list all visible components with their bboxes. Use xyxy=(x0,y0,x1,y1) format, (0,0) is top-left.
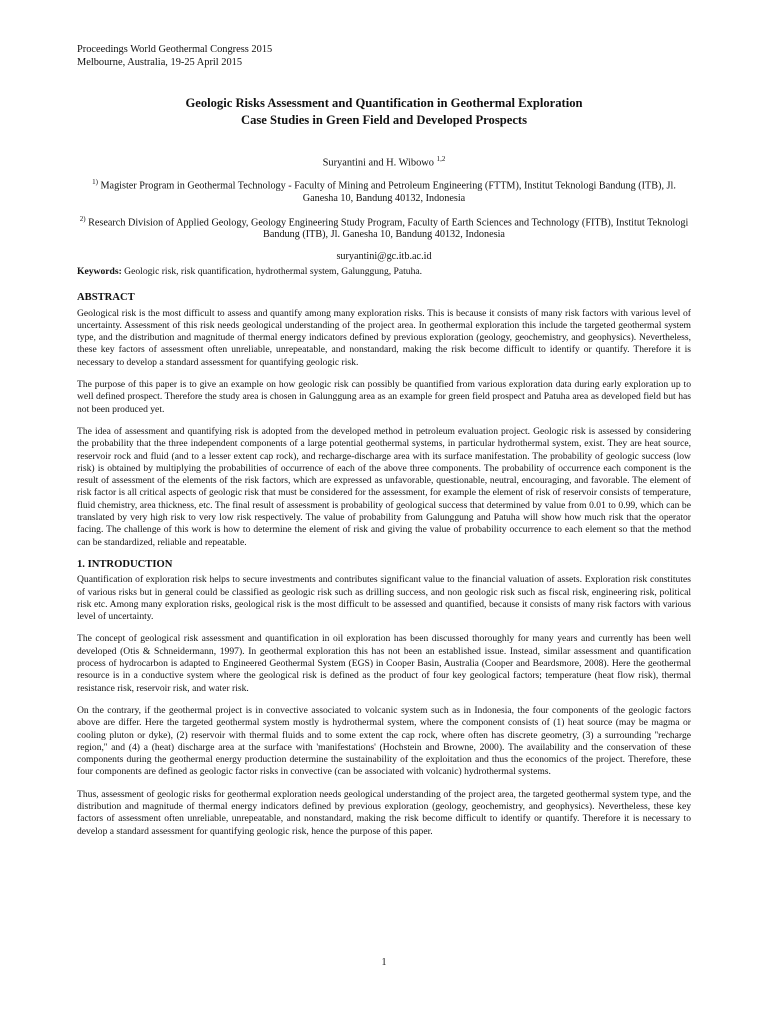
header-conference: Proceedings World Geothermal Congress 2015 xyxy=(77,44,273,55)
affiliation-2 xyxy=(77,213,691,242)
authors xyxy=(77,153,691,169)
affiliation-2-sup: 2) xyxy=(79,214,86,223)
intro-paragraph-4: Thus, assessment of geologic risks for geothermal exploration needs geological understanding of the project area, the targeted geothermal system type, and the distribution and magnitude of thermal energy indicators defined by previous exploration (geology, geochemistry, and geophysics). Nevertheless, these key factors of assessment often unreliable, unrepeatable, and nonstandard, making the risk become difficult to identify or quantify. Therefore it is necessary to develop a standard assessment for quantifying geologic risk, hence the purpose of this paper. xyxy=(77,788,691,837)
author-sup: 1,2 xyxy=(436,155,446,163)
keywords xyxy=(77,266,691,278)
affiliation-1-text: Magister Program in Geothermal Technology - Faculty of Mining and Petroleum Engineering (FTTM), Institut Teknologi Bandung (ITB), Jl. Ganesha 10, Bandung 40132, Indonesia xyxy=(97,180,676,205)
abstract-paragraph-2: The purpose of this paper is to give an example on how geologic risk can possibly be quantified from various exploration data during early exploration up to well defined prospect. Therefore the study area is chosen in Galunggung area as an example for green field prospect and Patuha area as developed field but has not been produced yet. xyxy=(77,379,691,415)
proceedings-header xyxy=(77,43,272,69)
header-location: Melbourne, Australia, 19-25 April 2015 xyxy=(77,57,243,68)
abstract-paragraph-3: The idea of assessment and quantifying risk is adopted from the developed method in petroleum evaluation project. Geologic risk is assessed by considering the probability that the three independent components of a large potential geothermal systems, in particular hydrothermal system, exist. They are heat source, reservoir rock and fluid (and to a lesser extent cap rock), and recharge-discharge area with its surface manifestation. The probability of geologic success (low risk) is obtained by multiplying the probabilities of occurrence of each of the above three components. The probability of occurrence each component is the result of assessment of the elements of the risk factors, which are expressed as unfavorable, questionable, neutral, encouraging, and favorable. The element of risk factor is all critical aspects of geologic risk that must be considered for the assessment, for example the element of risk of reservoir consists of temperature, fluid chemistry, area thickness, etc. The final result of assessment is probability of geological success that determined by value from 0.01 to 0.99, which can be translated by very high risk to very low risk respectively. The value of probability from Galunggung and Patuha will show how much risk that the operator facing. The challenge of this work is how to determine the element of risk and giving the value of probability occurrence to each element so that the method can be standardized, reliable and repeatable. xyxy=(77,425,691,548)
page-number: 1 xyxy=(381,957,387,968)
author-email[interactable]: suryantini@gc.itb.ac.id xyxy=(336,250,432,262)
affiliation-1 xyxy=(77,176,691,205)
keywords-label: Keywords: xyxy=(77,266,122,277)
intro-paragraph-1: Quantification of exploration risk helps to secure investments and contributes significant value to the financial valuation of assets. Exploration risk constitutes of various risks but in general could be classified as geologic risk such as drilling success, and non geologic risk such as fiscal risk, engineering risk, political risk etc. Among many exploration risks, geological risk is the most difficult to be assessed and quantified, because it consists of many risk factors with various level of uncertainty. xyxy=(77,574,691,623)
intro-paragraph-2: The concept of geological risk assessment and quantification in oil exploration has been discussed thoroughly for many years and currently has been well developed (Otis & Schneidermann, 1997). In geothermal exploration this has not been an established issue. Instead, similar assessment and quantification process of hydrocarbon is adapted to Engineered Geothermal System (EGS) in Cooper Basin, Australia (Cooper and Beardsmore, 2008). Here the geothermal resource is in a conductive system where the geological risk is defined as the product of four key geological factors; temperature (heat flow risk), thermal resistance risk, reservoir risk, and water risk. xyxy=(77,633,691,694)
abstract-paragraph-1: Geological risk is the most difficult to assess and quantify among many exploration risks. This is because it consists of many risk factors with various level of uncertainty. Assessment of this risk needs geological understanding of the project area. In geothermal exploration this include the targeted geothermal system type, and the distribution and magnitude of thermal energy indicators defined by previous exploration (geology, geochemistry, and geophysics). Nevertheless, these key factors of assessment often unreliable, unrepeatable, and nonstandard, making the risk become difficult to identify or quantify. Therefore it is necessary to develop a standard assessment for quantifying geologic risk. xyxy=(77,307,691,368)
paper-title xyxy=(77,95,691,129)
intro-paragraph-3: On the contrary, if the geothermal project is in convective associated to volcanic system such as in Indonesia, the four components of the geologic factors above are differ. Here the targeted geothermal system mostly is hydrothermal system, where the component consists of (1) heat source (may be magma or cooling pluton or dyke), (2) reservoir with thermal fluids and to some extent the cap rock, where often has discrete geometry, (3) a surrounding ''recharge region,'' and (4) a (heat) discharge area at the surface with 'manifestations' (Hochstein and Browne, 2000). The availability and the conservation of these components during the geothermal energy production determine the sustainability of the exploitation and thus the economics of the project. Therefore, these four components are defined as geologic factor risks in convective (can be associated with volcanic) hydrothermal systems. xyxy=(77,704,691,778)
title-block xyxy=(77,95,691,262)
keywords-text: Geologic risk, risk quantification, hydrothermal system, Galunggung, Patuha. xyxy=(121,266,423,277)
author-names: Suryantini and H. Wibowo xyxy=(322,157,434,169)
title-line-1: Geologic Risks Assessment and Quantification in Geothermal Exploration xyxy=(185,96,583,110)
title-line-2: Case Studies in Green Field and Developed Prospects xyxy=(240,113,528,127)
affiliation-1-sup: 1) xyxy=(92,178,98,187)
introduction-heading: 1. INTRODUCTION xyxy=(77,558,173,570)
abstract-heading: ABSTRACT xyxy=(77,292,135,304)
affiliation-2-text: Research Division of Applied Geology, Geology Engineering Study Program, Faculty of Earth Sciences and Technology (FITB), Institut Teknologi Bandung (ITB), Jl. Ganesha 10, Bandung 40132, Indonesia xyxy=(85,217,689,241)
paper-body xyxy=(77,266,691,848)
